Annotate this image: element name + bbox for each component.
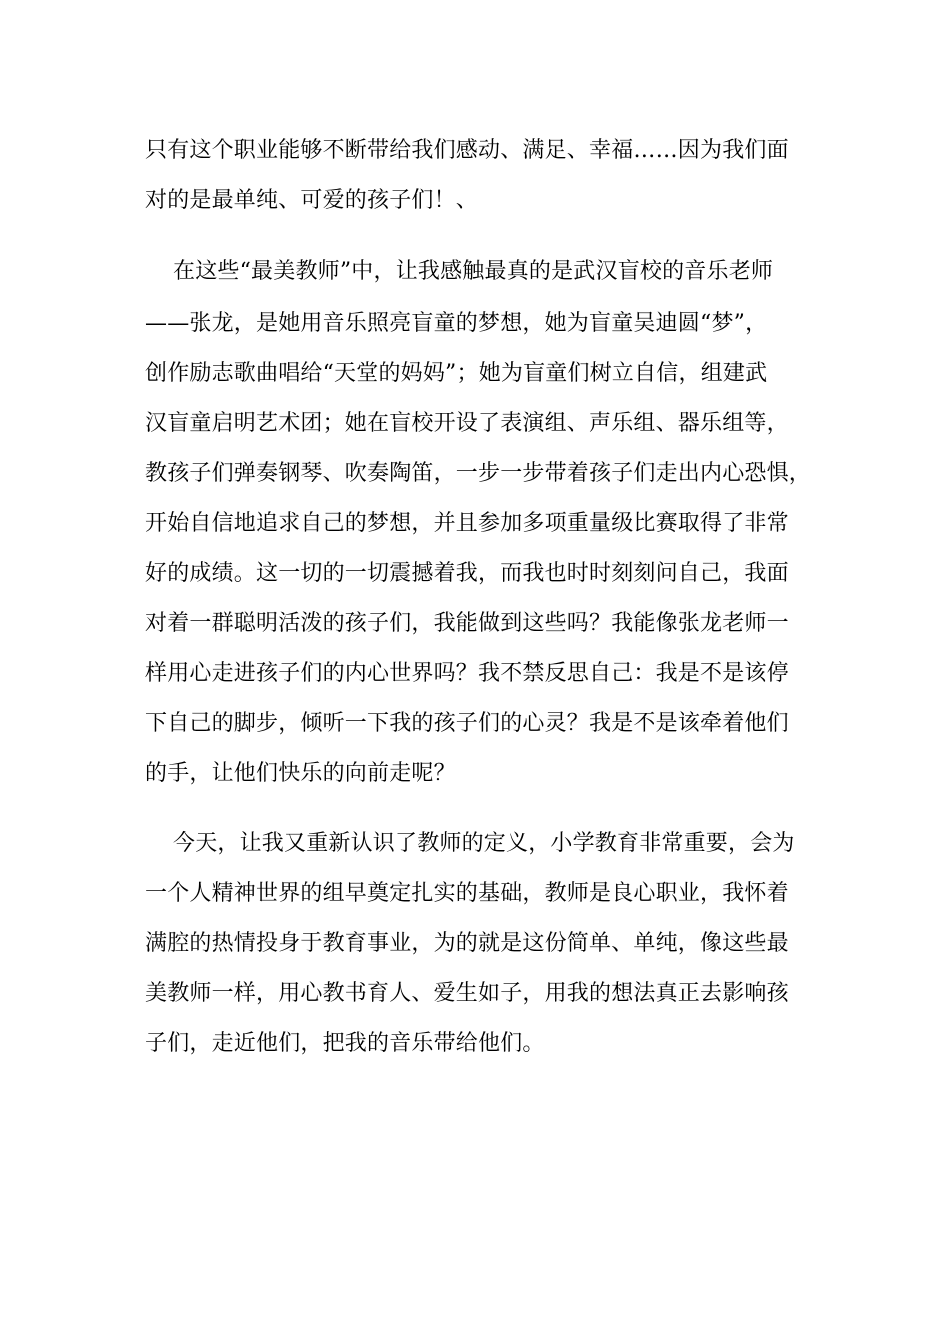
paragraph-3-line-3: 满腔的热情投身于教育事业，为的就是这份简单、单纯，像这些最 — [145, 931, 789, 956]
paragraph-2-line-3: 创作励志歌曲唱给“天堂的妈妈”；她为盲童们树立自信，组建武 — [145, 361, 768, 386]
paragraph-2-line-8: 对着一群聪明活泼的孩子们，我能做到这些吗？我能像张龙老师一 — [145, 611, 789, 636]
paragraph-1-line-2: 对的是最单纯、可爱的孩子们！、 — [145, 188, 479, 213]
paragraph-1-line-1: 只有这个职业能够不断带给我们感动、满足、幸福……因为我们面 — [145, 138, 789, 163]
paragraph-2-line-10: 下自己的脚步，倾听一下我的孩子们的心灵？我是不是该牵着他们 — [145, 711, 789, 736]
paragraph-2-line-4: 汉盲童启明艺术团；她在盲校开设了表演组、声乐组、器乐组等， — [145, 411, 789, 436]
paragraph-2-line-7: 好的成绩。这一切的一切震撼着我，而我也时时刻刻问自己，我面 — [145, 561, 789, 586]
paragraph-2-line-1: 在这些“最美教师”中，让我感触最真的是武汉盲校的音乐老师 — [173, 259, 774, 284]
paragraph-3-line-5: 子们，走近他们，把我的音乐带给他们。 — [145, 1031, 545, 1056]
paragraph-2-line-5: 教孩子们弹奏钢琴、吹奏陶笛，一步一步带着孩子们走出内心恐惧， — [145, 461, 812, 486]
paragraph-3-line-4: 美教师一样，用心教书育人、爱生如子，用我的想法真正去影响孩 — [145, 981, 789, 1006]
paragraph-2-line-2: ——张龙，是她用音乐照亮盲童的梦想，她为盲童吴迪圆“梦”， — [145, 311, 768, 336]
paragraph-3-line-1: 今天，让我又重新认识了教师的定义，小学教育非常重要，会为 — [173, 831, 795, 856]
paragraph-2-line-6: 开始自信地追求自己的梦想，并且参加多项重量级比赛取得了非常 — [145, 511, 789, 536]
paragraph-2-line-9: 样用心走进孩子们的内心世界吗？我不禁反思自己：我是不是该停 — [145, 661, 789, 686]
paragraph-2-line-11: 的手，让他们快乐的向前走呢？ — [145, 761, 456, 786]
paragraph-3-line-2: 一个人精神世界的组早奠定扎实的基础，教师是良心职业，我怀着 — [145, 881, 789, 906]
